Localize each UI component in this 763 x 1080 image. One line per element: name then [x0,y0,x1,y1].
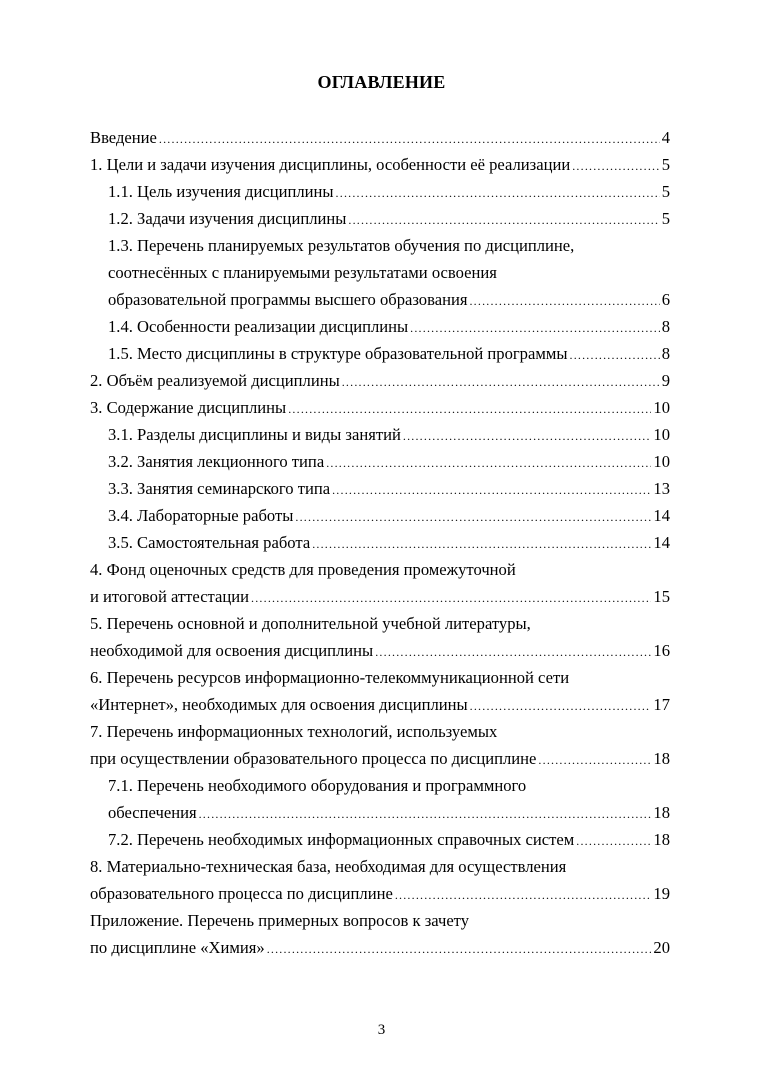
toc-entry[interactable] [90,502,670,529]
toc-entry[interactable] [90,367,670,394]
toc-entry-title: 1.3. Перечень планируемых результатов обучения по дисциплине, [108,236,575,255]
toc-entry[interactable] [90,718,670,772]
dot-leader [326,450,651,475]
toc-entry-title: 3. Содержание дисциплины [90,398,287,417]
toc-entry-line [108,205,670,232]
toc-entry-page-number: 17 [653,695,670,714]
toc-entry-title: 1.5. Место дисциплины в структуре образовательной программы [108,344,568,363]
dot-leader [348,207,659,232]
dot-leader [332,477,651,502]
toc-entry-title: 3.1. Разделы дисциплины и виды занятий [108,425,401,444]
table-of-contents [90,124,670,961]
toc-entry-title: 8. Материально-техническая база, необходимая для осуществления [90,857,567,876]
toc-entry-title: обеспечения [108,803,197,822]
toc-entry[interactable] [90,772,670,826]
toc-entry-line [108,826,670,853]
dot-leader [570,342,660,367]
toc-entry[interactable] [90,448,670,475]
dot-leader [572,153,659,178]
page-title: ОГЛАВЛЕНИЕ [317,72,446,92]
toc-entry[interactable] [90,853,670,907]
toc-entry-line [90,934,670,961]
toc-entry-line [108,448,670,475]
toc-entry-title: необходимой для освоения дисциплины [90,641,374,660]
toc-entry-title: 1.2. Задачи изучения дисциплины [108,209,347,228]
toc-entry-page-number: 18 [653,830,670,849]
toc-entry-line [108,421,670,448]
toc-entry-title: при осуществлении образовательного процесса по дисциплине [90,749,537,768]
toc-entry-title: Введение [90,128,157,147]
toc-entry-title: 3.4. Лабораторные работы [108,506,294,525]
toc-entry[interactable] [90,529,670,556]
toc-entry-page-number: 8 [661,317,670,336]
toc-entry[interactable] [90,232,670,313]
toc-entry-title: 1.1. Цель изучения дисциплины [108,182,334,201]
dot-leader [199,801,652,826]
toc-entry[interactable] [90,826,670,853]
toc-entry[interactable] [90,205,670,232]
toc-entry[interactable] [90,421,670,448]
toc-entry-title: 5. Перечень основной и дополнительной учебной литературы, [90,614,531,633]
toc-entry-line [90,880,670,907]
toc-entry-page-number: 16 [653,641,670,660]
toc-entry-page-number: 19 [653,884,670,903]
dot-leader [469,288,659,313]
toc-entry[interactable] [90,664,670,718]
toc-entry-title: 6. Перечень ресурсов информационно-телекоммуникационной сети [90,668,570,687]
toc-entry-line [90,907,670,934]
toc-entry-page-number: 14 [653,533,670,552]
toc-entry-page-number: 20 [653,938,670,957]
toc-entry-page-number: 14 [653,506,670,525]
dot-leader [267,936,652,961]
toc-entry-page-number: 9 [661,371,670,390]
toc-entry[interactable] [90,394,670,421]
toc-entry-title: 7.1. Перечень необходимого оборудования и программного [108,776,527,795]
page-number: 3 [377,1022,386,1038]
dot-leader [312,531,651,556]
toc-entry-title: по дисциплине «Химия» [90,938,265,957]
toc-entry-page-number: 5 [661,182,670,201]
toc-entry-title: 7.2. Перечень необходимых информационных справочных систем [108,830,575,849]
toc-entry-page-number: 10 [653,452,670,471]
toc-entry-line [90,394,670,421]
toc-entry-line [90,556,670,583]
toc-entry-line [90,124,670,151]
toc-entry-title: 2. Объём реализуемой дисциплины [90,371,340,390]
toc-entry-line [108,799,670,826]
toc-entry[interactable] [90,124,670,151]
toc-entry-page-number: 6 [661,290,670,309]
dot-leader [295,504,651,529]
toc-entry-page-number: 5 [661,209,670,228]
toc-entry-line [90,853,670,880]
toc-entry-title: 1. Цели и задачи изучения дисциплины, особенности её реализации [90,155,571,174]
toc-entry-page-number: 18 [653,749,670,768]
toc-entry-page-number: 13 [653,479,670,498]
toc-entry-title: образовательного процесса по дисциплине [90,884,393,903]
toc-entry-page-number: 15 [653,587,670,606]
toc-entry-line [90,367,670,394]
toc-entry-title: «Интернет», необходимых для освоения дисциплины [90,695,468,714]
toc-entry[interactable] [90,907,670,961]
toc-entry[interactable] [90,151,670,178]
toc-entry-title: 3.5. Самостоятельная работа [108,533,311,552]
dot-leader [336,180,660,205]
dot-leader [470,693,652,718]
dot-leader [576,828,651,853]
toc-entry-title: 3.3. Занятия семинарского типа [108,479,331,498]
dot-leader [375,639,651,664]
toc-entry-title: и итоговой аттестации [90,587,250,606]
dot-leader [159,126,660,151]
toc-entry[interactable] [90,610,670,664]
toc-entry-page-number: 10 [653,425,670,444]
toc-entry-line [90,610,670,637]
toc-entry-line [108,286,670,313]
toc-entry-line [90,718,670,745]
toc-entry-page-number: 4 [661,128,670,147]
toc-entry-line [108,340,670,367]
toc-entry-title: образовательной программы высшего образования [108,290,468,309]
toc-entry-title: 1.4. Особенности реализации дисциплины [108,317,409,336]
toc-entry-line [108,475,670,502]
dot-leader [395,882,652,907]
toc-entry-title: 4. Фонд оценочных средств для проведения промежуточной [90,560,516,579]
toc-entry-line [108,529,670,556]
dot-leader [342,369,660,394]
toc-entry[interactable] [90,475,670,502]
dot-leader [410,315,660,340]
toc-entry-line [108,772,670,799]
toc-entry-line [108,313,670,340]
toc-entry-page-number: 18 [653,803,670,822]
toc-entry-line [108,259,670,286]
toc-entry-line [90,583,670,610]
toc-entry-title: Приложение. Перечень примерных вопросов к зачету [90,911,470,930]
toc-entry-line [108,178,670,205]
toc-entry[interactable] [90,340,670,367]
toc-entry-page-number: 10 [653,398,670,417]
toc-entry-title: соотнесённых с планируемыми результатами освоения [108,263,497,282]
toc-entry-line [108,502,670,529]
toc-entry-title: 3.2. Занятия лекционного типа [108,452,325,471]
toc-entry-page-number: 5 [661,155,670,174]
dot-leader [288,396,651,421]
dot-leader [403,423,652,448]
toc-entry[interactable] [90,313,670,340]
toc-entry-line [90,151,670,178]
toc-entry-page-number: 8 [661,344,670,363]
toc-entry-line [108,232,670,259]
toc-entry-line [90,664,670,691]
toc-entry[interactable] [90,556,670,610]
toc-entry-title: 7. Перечень информационных технологий, используемых [90,722,498,741]
toc-entry[interactable] [90,178,670,205]
toc-entry-line [90,637,670,664]
dot-leader [538,747,651,772]
dot-leader [251,585,651,610]
toc-entry-line [90,691,670,718]
toc-entry-line [90,745,670,772]
